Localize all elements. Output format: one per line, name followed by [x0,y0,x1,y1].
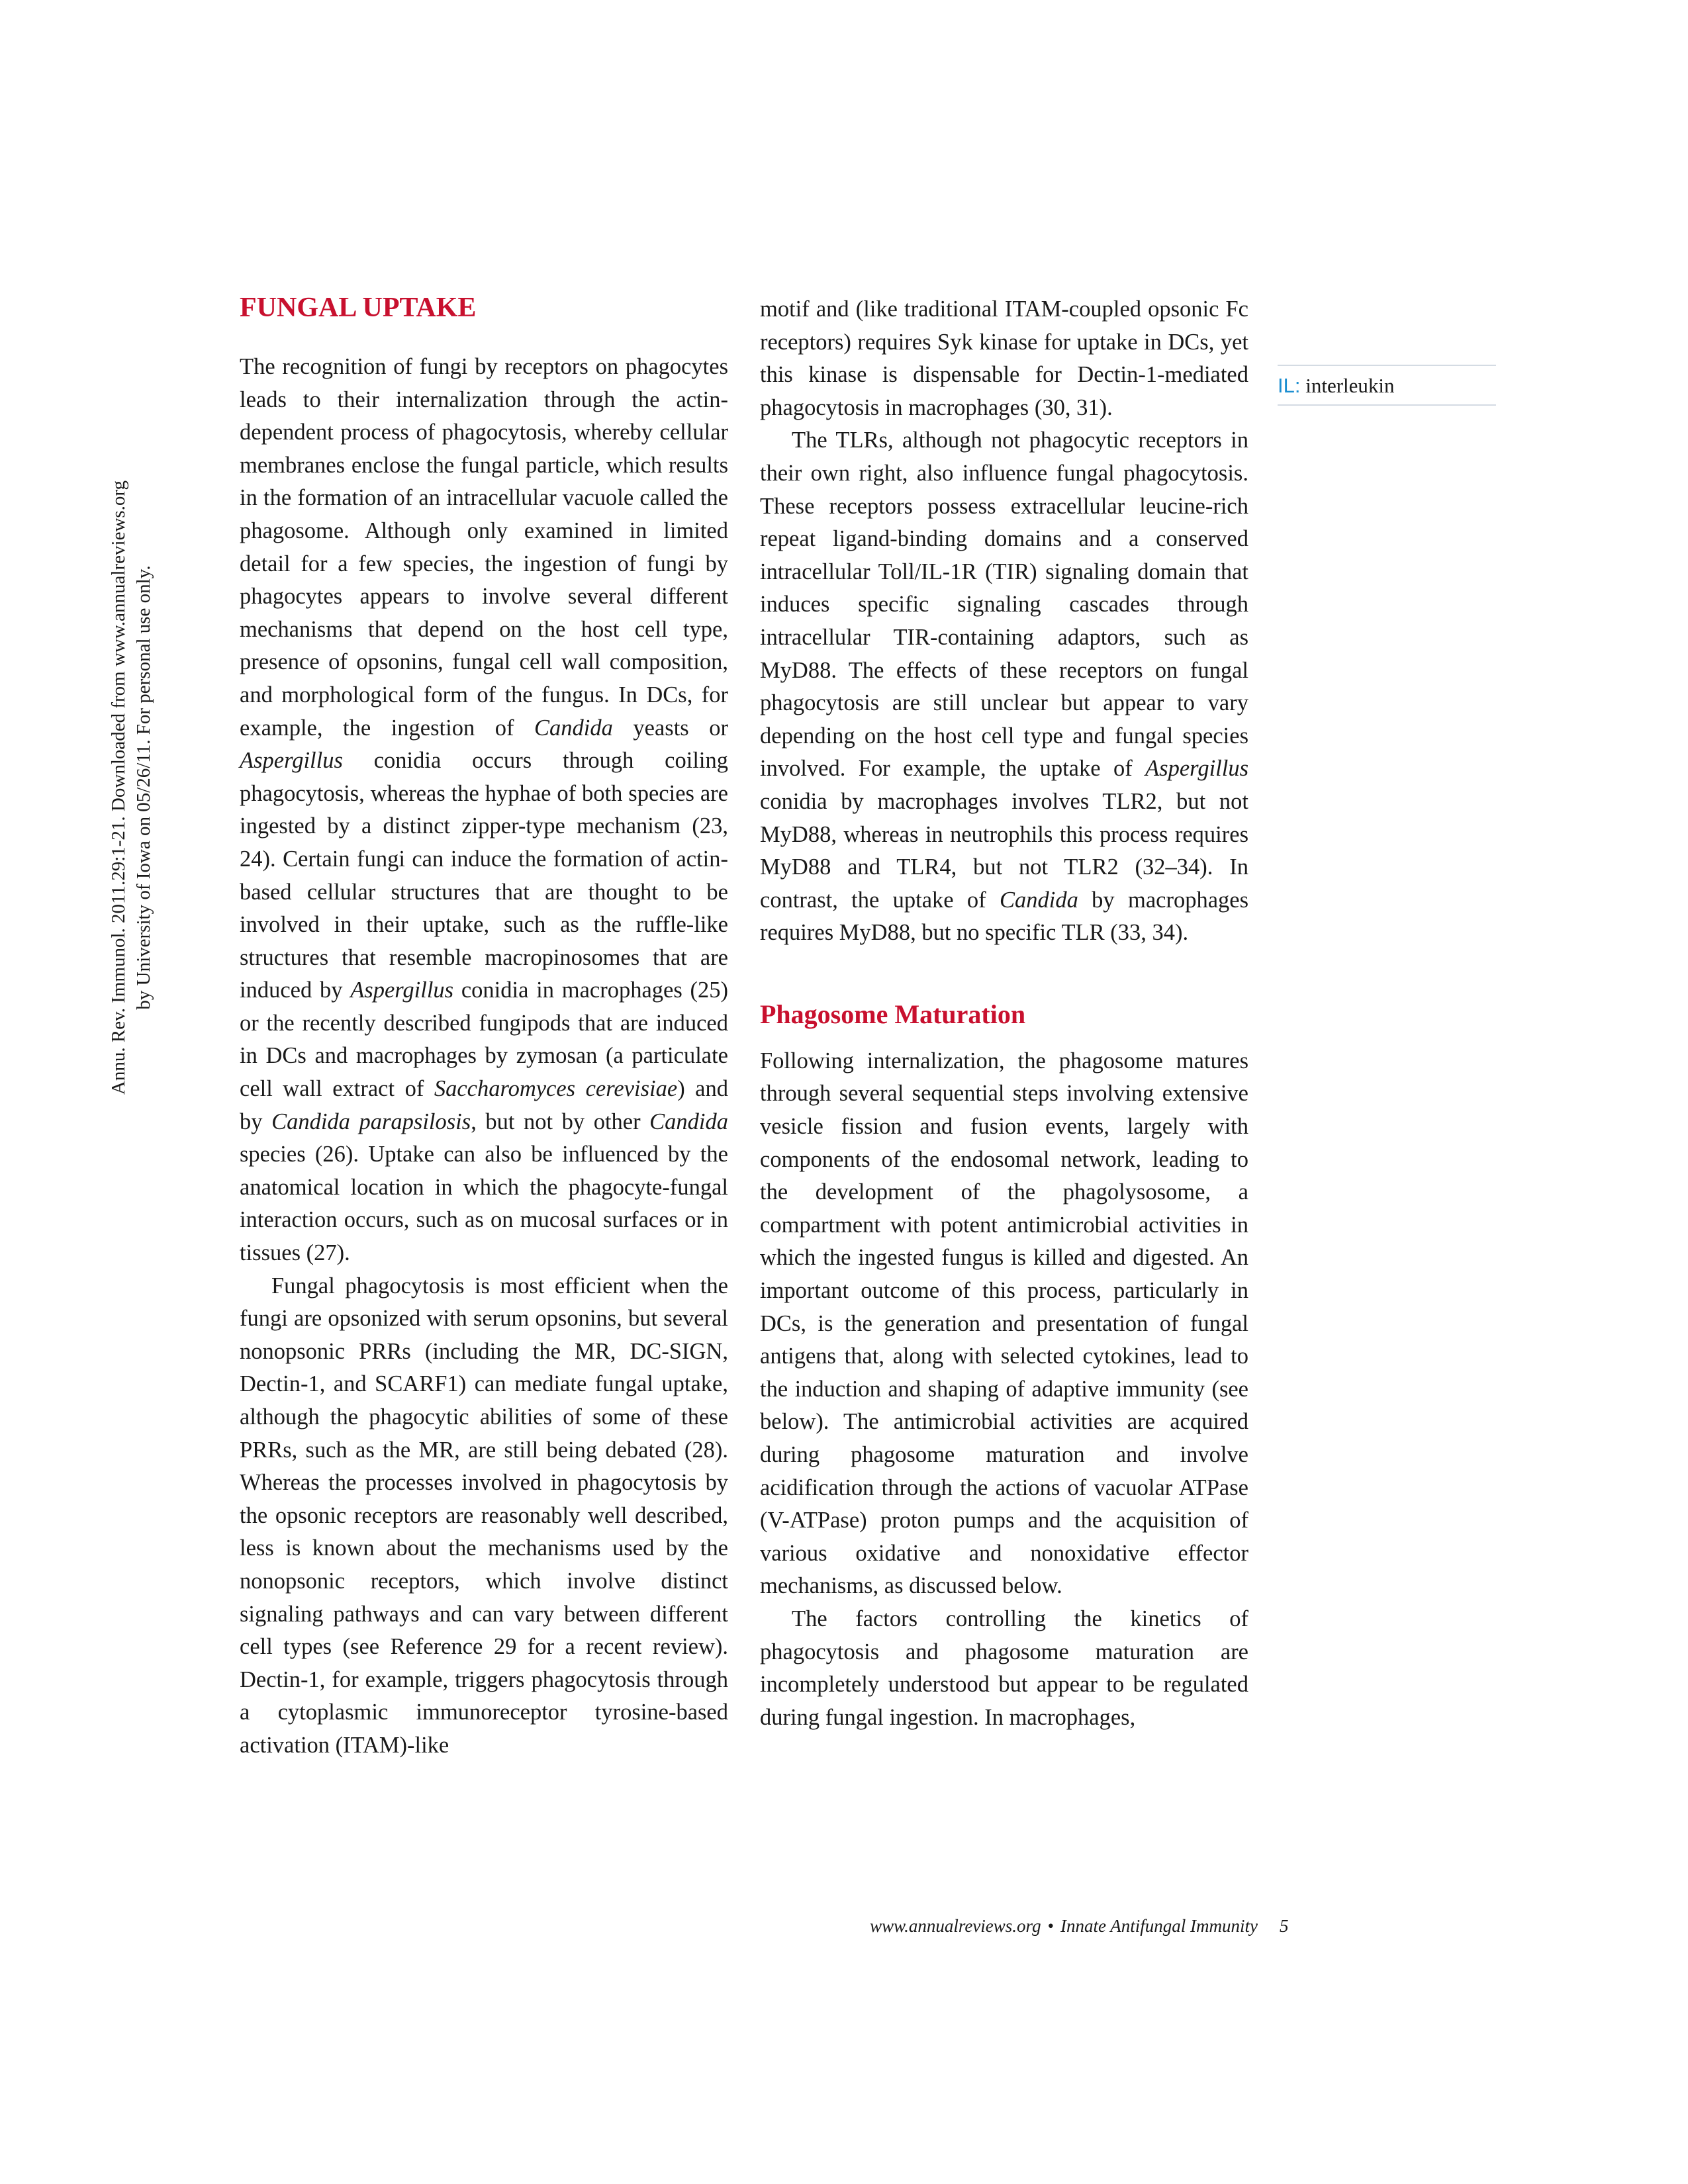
footer [870,1913,1258,1939]
left-column [240,351,728,1762]
side-citation [106,417,179,1158]
side-citation-line: Annu. Rev. Immunol. 2011.29:1-21. Downloaded from www.annualreviews.org [108,480,129,1095]
paragraph: The TLRs, although not phagocytic receptors in their own right, also influence fungal phagocytosis. These receptors possess extracellular leucine-rich repeat ligand-binding domains and a conserved intracellular Toll/IL-1R (TIR) signaling domain that induces specific signaling cascades through intracellular TIR-containing adaptors, such as MyD88. The effects of these receptors on fungal phagocytosis are still unclear but appear to vary depending on the host cell type and fungal species involved. For example, the uptake of Aspergillus conidia by macrophages involves TLR2, but not MyD88, whereas in neutrophils this process requires MyD88 and TLR4, but not TLR2 (32–34). In contrast, the uptake of Candida by macrophages requires MyD88, but no specific TLR (33, 34). [760,428,1248,946]
right-column [760,293,1248,1734]
page-number: 5 [1280,1916,1289,1936]
footer-separator: • [1047,1916,1055,1936]
subsection-title: Phagosome Maturation [760,999,1026,1029]
footer-running-title: Innate Antifungal Immunity [1060,1916,1258,1936]
paragraph: The factors controlling the kinetics of phagocytosis and phagosome maturation are incompletely understood but appear to be regulated during fungal ingestion. In macrophages, [760,1606,1248,1730]
footer-site: www.annualreviews.org [870,1916,1041,1936]
paragraph: motif and (like traditional ITAM-coupled opsonic Fc receptors) requires Syk kinase for uptake in DCs, yet this kinase is dispensable for Dectin-1-mediated phagocytosis in macrophages (30, 31). [760,296,1248,420]
glossary-definition: interleukin [1305,374,1395,397]
paragraph: The recognition of fungi by receptors on phagocytes leads to their internalization through the actin-dependent process of phagocytosis, whereby cellular membranes enclose the fungal particle, which results in the formation of an intracellular vacuole called the phagosome. Although only examined in limited detail for a few species, the ingestion of fungi by phagocytes appears to involve several different mechanisms that depend on the host cell type, presence of opsonins, fungal cell wall composition, and morphological form of the fungus. In DCs, for example, the ingestion of Candida yeasts or Aspergillus conidia occurs through coiling phagocytosis, whereas the hyphae of both species are ingested by a distinct zipper-type mechanism (23, 24). Certain fungi can induce the formation of actin-based cellular structures that are thought to be involved in their uptake, such as the ruffle-like structures that resemble macropinosomes that are induced by Aspergillus conidia in macrophages (25) or the recently described fungipods that are induced in DCs and macrophages by zymosan (a particulate cell wall extract of Saccharomyces cerevisiae) and by Candida parapsilosis, but not by other Candida species (26). Uptake can also be influenced by the anatomical location in which the phagocyte-fungal interaction occurs, such as on mucosal surfaces or in tissues (27). [240,354,729,1266]
paragraph: Fungal phagocytosis is most efficient when the fungi are opsonized with serum opsonins, but several nonopsonic PRRs (including the MR, DC-SIGN, Dectin-1, and SCARF1) can mediate fungal uptake, although the phagocytic abilities of some of these PRRs, such as the MR, are still being debated (28). Whereas the processes involved in phagocytosis by the opsonic receptors are reasonably well described, less is known about the mechanisms used by the nonopsonic receptors, which involve distinct signaling pathways and can vary between different cell types (see Reference 29 for a recent review). Dectin-1, for example, triggers phagocytosis through a cytoplasmic immunoreceptor tyrosine-based activation (ITAM)-like [240,1273,728,1758]
section-title: FUNGAL UPTAKE [240,293,477,323]
paragraph: Following internalization, the phagosome matures through several sequential steps involving extensive vesicle fission and fusion events, largely with components of the endosomal network, leading to the development of the phagolysosome, a compartment with potent antimicrobial activities in which the ingested fungus is killed and digested. An important outcome of this process, particularly in DCs, is the generation and presentation of fungal antigens that, along with selected cytokines, lead to the induction and shaping of adaptive immunity (see below). The antimicrobial activities are acquired during phagosome maturation and involve acidification through the actions of vacuolar ATPase (V-ATPase) proton pumps and the acquisition of various oxidative and nonoxidative effector mechanisms, as discussed below. [760,1048,1248,1599]
glossary-term: IL: [1278,374,1301,397]
margin-glossary-note [1278,365,1496,406]
side-citation-line: by University of Iowa on 05/26/11. For personal use only. [133,565,154,1010]
